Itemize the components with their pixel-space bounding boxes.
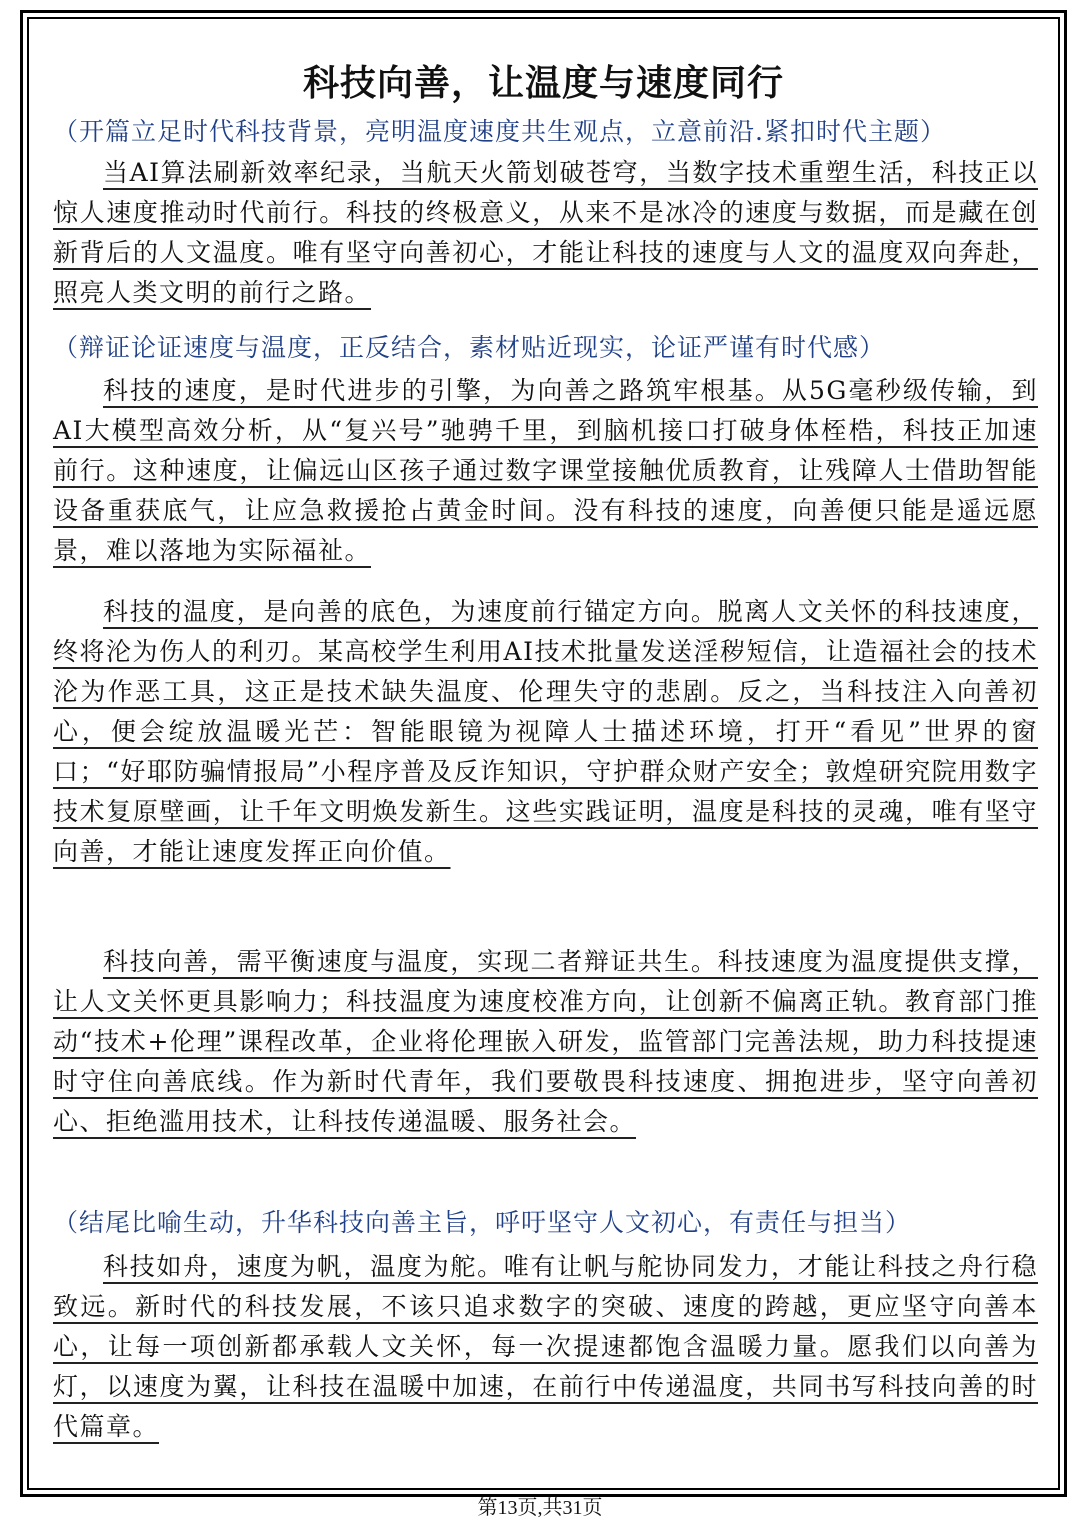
comment-conclusion: （结尾比喻生动，升华科技向善主旨，呼吁坚守人文初心，有责任与担当） [53, 1208, 912, 1237]
paragraph-intro: 当AI算法刷新效率纪录，当航天火箭划破苍穹，当数字技术重塑生活，科技正以惊人速度推动时代前行。科技的终极意义，从来不是冰冷的速度与数据，而是藏在创新背后的人文温度。唯有坚守向善初心，才能让科技的速度与人文的温度双向奔赴，照亮人类文明的前行之路。 [53, 158, 1038, 307]
page-border [27, 17, 1060, 1490]
page-number: 第13页,共31页 [477, 1497, 603, 1519]
paragraph-conclusion: 科技如舟，速度为帆，温度为舵。唯有让帆与舵协同发力，才能让科技之舟行稳致远。新时代的科技发展，不该只追求数字的突破、速度的跨越，更应坚守向善本心，让每一项创新都承载人文关怀，每一次提速都饱含温暖力量。愿我们以向善为灯，以速度为翼，让科技在温暖中加速，在前行中传递温度，共同书写科技向善的时代篇章。 [53, 1252, 1038, 1441]
paragraph-warmth: 科技的温度，是向善的底色，为速度前行锚定方向。脱离人文关怀的科技速度，终将沦为伤人的利刃。某高校学生利用AI技术批量发送淫秽短信，让造福社会的技术沦为作恶工具，这正是技术缺失温度、伦理失守的悲剧。反之，当科技注入向善初心，便会绽放温暖光芒：智能眼镜为视障人士描述环境，打开“看见”世界的窗口；“好耶防骗情报局”小程序普及反诈知识，守护群众财产安全；敦煌研究院用数字技术复原壁画，让千年文明焕发新生。这些实践证明，温度是科技的灵魂，唯有坚守向善，才能让速度发挥正向价值。 [53, 597, 1038, 866]
essay-title: 科技向善，让温度与速度同行 [302, 63, 784, 104]
paragraph-balance: 科技向善，需平衡速度与温度，实现二者辩证共生。科技速度为温度提供支撑，让人文关怀更具影响力；科技温度为速度校准方向，让创新不偏离正轨。教育部门推动“技术+伦理”课程改革，企业将伦理嵌入研发，监管部门完善法规，助力科技提速时守住向善底线。作为新时代青年，我们要敬畏科技速度、拥抱进步，坚守向善初心、拒绝滥用技术，让科技传递温暖、服务社会。 [53, 947, 1038, 1136]
comment-opening: （开篇立足时代科技背景，亮明温度速度共生观点，立意前沿.紧扣时代主题） [53, 117, 946, 146]
comment-argument: （辩证论证速度与温度，正反结合，素材贴近现实，论证严谨有时代感） [53, 333, 886, 362]
paragraph-speed: 科技的速度，是时代进步的引擎，为向善之路筑牢根基。从5G毫秒级传输，到AI大模型高效分析，从“复兴号”驰骋千里，到脑机接口打破身体桎梏，科技正加速前行。这种速度，让偏远山区孩子通过数字课堂接触优质教育，让残障人士借助智能设备重获底气，让应急救援抢占黄金时间。没有科技的速度，向善便只能是遥远愿景，难以落地为实际福祉。 [53, 376, 1038, 565]
